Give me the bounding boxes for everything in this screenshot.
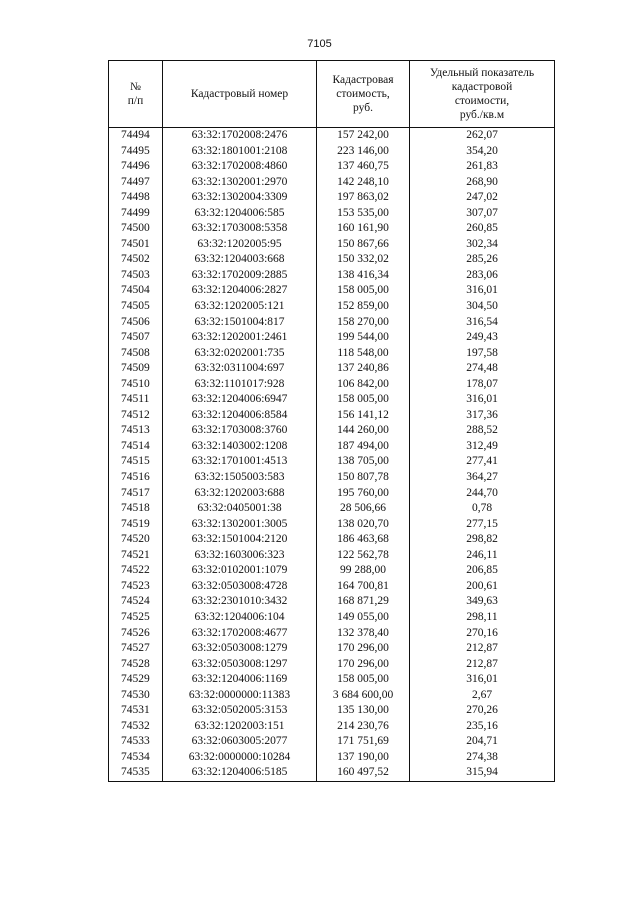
table-row: [109, 501, 555, 517]
cell-num: 74530: [109, 688, 163, 704]
cell-num: 74505: [109, 299, 163, 315]
cell-num: 74520: [109, 532, 163, 548]
table-row: [109, 392, 555, 408]
cell-specific-value: 206,85: [410, 563, 555, 579]
cell-num: 74502: [109, 252, 163, 268]
cell-num: 74506: [109, 315, 163, 331]
cell-num: 74504: [109, 283, 163, 299]
cell-cadastral-number: 63:32:1204006:104: [163, 610, 317, 626]
cell-cadastral-value: 144 260,00: [317, 423, 410, 439]
table-row: [109, 283, 555, 299]
cell-cadastral-value: 158 270,00: [317, 315, 410, 331]
cell-num: 74501: [109, 237, 163, 253]
cell-num: 74496: [109, 159, 163, 175]
cell-cadastral-number: 63:32:1204006:2827: [163, 283, 317, 299]
cell-cadastral-value: 170 296,00: [317, 657, 410, 673]
cell-cadastral-number: 63:32:0503008:1297: [163, 657, 317, 673]
cell-num: 74509: [109, 361, 163, 377]
cell-specific-value: 354,20: [410, 144, 555, 160]
table-row: [109, 377, 555, 393]
table-row: [109, 454, 555, 470]
cell-cadastral-value: 153 535,00: [317, 206, 410, 222]
cell-num: 74510: [109, 377, 163, 393]
header-cadastral-number: Кадастровый номер: [163, 61, 317, 128]
cell-specific-value: 244,70: [410, 486, 555, 502]
header-cadastral-value: Кадастровая стоимость, руб.: [317, 61, 410, 128]
cell-cadastral-number: 63:32:2301010:3432: [163, 594, 317, 610]
table-row: [109, 626, 555, 642]
cell-num: 74522: [109, 563, 163, 579]
cell-cadastral-value: 186 463,68: [317, 532, 410, 548]
table-row: [109, 315, 555, 331]
table-row: [109, 486, 555, 502]
cell-num: 74527: [109, 641, 163, 657]
cell-specific-value: 268,90: [410, 175, 555, 191]
cell-specific-value: 316,01: [410, 283, 555, 299]
cell-cadastral-number: 63:32:0503008:1279: [163, 641, 317, 657]
cell-cadastral-number: 63:32:1204006:585: [163, 206, 317, 222]
table-row: [109, 423, 555, 439]
cell-num: 74521: [109, 548, 163, 564]
cell-cadastral-value: 149 055,00: [317, 610, 410, 626]
cell-cadastral-value: 3 684 600,00: [317, 688, 410, 704]
cell-specific-value: 212,87: [410, 641, 555, 657]
cell-cadastral-number: 63:32:0102001:1079: [163, 563, 317, 579]
cell-num: 74499: [109, 206, 163, 222]
table-row: [109, 159, 555, 175]
cell-cadastral-number: 63:32:0503008:4728: [163, 579, 317, 595]
table-row: [109, 703, 555, 719]
cell-num: 74533: [109, 734, 163, 750]
cell-num: 74513: [109, 423, 163, 439]
cell-specific-value: 249,43: [410, 330, 555, 346]
cell-specific-value: 285,26: [410, 252, 555, 268]
cell-cadastral-value: 138 705,00: [317, 454, 410, 470]
table-row: [109, 563, 555, 579]
cell-cadastral-value: 223 146,00: [317, 144, 410, 160]
cell-cadastral-number: 63:32:1403002:1208: [163, 439, 317, 455]
cell-specific-value: 270,16: [410, 626, 555, 642]
cell-cadastral-value: 150 807,78: [317, 470, 410, 486]
cell-num: 74508: [109, 346, 163, 362]
cell-cadastral-value: 137 460,75: [317, 159, 410, 175]
header-num: № п/п: [109, 61, 163, 128]
cell-cadastral-value: 138 416,34: [317, 268, 410, 284]
cell-cadastral-number: 63:32:1701001:4513: [163, 454, 317, 470]
cell-specific-value: 298,82: [410, 532, 555, 548]
cell-specific-value: 316,54: [410, 315, 555, 331]
cell-cadastral-number: 63:32:1204006:1169: [163, 672, 317, 688]
cell-cadastral-value: 199 544,00: [317, 330, 410, 346]
table-row: [109, 252, 555, 268]
cell-cadastral-number: 63:32:1204006:8584: [163, 408, 317, 424]
cell-cadastral-number: 63:32:0603005:2077: [163, 734, 317, 750]
table-row: [109, 221, 555, 237]
cell-cadastral-value: 138 020,70: [317, 517, 410, 533]
cell-specific-value: 277,15: [410, 517, 555, 533]
cell-specific-value: 298,11: [410, 610, 555, 626]
cell-num: 74511: [109, 392, 163, 408]
table-body: [109, 128, 555, 782]
cell-num: 74526: [109, 626, 163, 642]
table-row: [109, 346, 555, 362]
cell-cadastral-number: 63:32:1204003:668: [163, 252, 317, 268]
cell-specific-value: 274,38: [410, 750, 555, 766]
cell-cadastral-value: 170 296,00: [317, 641, 410, 657]
cell-specific-value: 304,50: [410, 299, 555, 315]
cell-cadastral-number: 63:32:1204006:6947: [163, 392, 317, 408]
cell-specific-value: 307,07: [410, 206, 555, 222]
cell-specific-value: 316,01: [410, 392, 555, 408]
cell-specific-value: 312,49: [410, 439, 555, 455]
table-row: [109, 268, 555, 284]
cell-num: 74535: [109, 765, 163, 781]
table-row: [109, 548, 555, 564]
page-number: 7105: [307, 38, 332, 50]
cell-cadastral-value: 118 548,00: [317, 346, 410, 362]
table-row: [109, 299, 555, 315]
cell-cadastral-value: 160 497,52: [317, 765, 410, 781]
table-row: [109, 532, 555, 548]
cell-specific-value: 197,58: [410, 346, 555, 362]
cell-cadastral-number: 63:32:1302001:2970: [163, 175, 317, 191]
cell-specific-value: 200,61: [410, 579, 555, 595]
cell-specific-value: 262,07: [410, 128, 555, 144]
cell-cadastral-value: 99 288,00: [317, 563, 410, 579]
cell-specific-value: 270,26: [410, 703, 555, 719]
cell-cadastral-value: 197 863,02: [317, 190, 410, 206]
cell-num: 74524: [109, 594, 163, 610]
cell-num: 74532: [109, 719, 163, 735]
table-row: [109, 470, 555, 486]
cell-num: 74534: [109, 750, 163, 766]
cell-cadastral-number: 63:32:1501004:817: [163, 315, 317, 331]
cell-specific-value: 317,36: [410, 408, 555, 424]
table-row: [109, 175, 555, 191]
cell-cadastral-value: 168 871,29: [317, 594, 410, 610]
cell-specific-value: 364,27: [410, 470, 555, 486]
cell-cadastral-number: 63:32:1302001:3005: [163, 517, 317, 533]
cell-cadastral-value: 150 332,02: [317, 252, 410, 268]
cell-cadastral-value: 156 141,12: [317, 408, 410, 424]
cell-cadastral-number: 63:32:0311004:697: [163, 361, 317, 377]
table-row: [109, 128, 555, 144]
cell-cadastral-number: 63:32:0000000:10284: [163, 750, 317, 766]
cell-cadastral-value: 195 760,00: [317, 486, 410, 502]
table-row: [109, 361, 555, 377]
cell-specific-value: 302,34: [410, 237, 555, 253]
table-row: [109, 190, 555, 206]
cell-cadastral-number: 63:32:0502005:3153: [163, 703, 317, 719]
cell-num: 74516: [109, 470, 163, 486]
table-row: [109, 719, 555, 735]
table-row: [109, 657, 555, 673]
cadastral-table: [108, 60, 555, 782]
table-row: [109, 594, 555, 610]
table-row: [109, 517, 555, 533]
cell-num: 74494: [109, 128, 163, 144]
cell-cadastral-number: 63:32:1202005:95: [163, 237, 317, 253]
table-row: [109, 206, 555, 222]
cell-cadastral-number: 63:32:1702008:4860: [163, 159, 317, 175]
cell-cadastral-value: 158 005,00: [317, 672, 410, 688]
cell-num: 74507: [109, 330, 163, 346]
cell-cadastral-value: 214 230,76: [317, 719, 410, 735]
cell-specific-value: 349,63: [410, 594, 555, 610]
header-specific-value: Удельный показатель кадастровой стоимости, руб./кв.м: [410, 61, 555, 128]
cell-cadastral-number: 63:32:1603006:323: [163, 548, 317, 564]
table-row: [109, 688, 555, 704]
cell-num: 74519: [109, 517, 163, 533]
cell-cadastral-value: 135 130,00: [317, 703, 410, 719]
table-row: [109, 672, 555, 688]
cell-num: 74531: [109, 703, 163, 719]
cell-cadastral-number: 63:32:0000000:11383: [163, 688, 317, 704]
cell-cadastral-number: 63:32:1202003:688: [163, 486, 317, 502]
cell-specific-value: 274,48: [410, 361, 555, 377]
table-row: [109, 579, 555, 595]
cell-cadastral-value: 171 751,69: [317, 734, 410, 750]
cell-cadastral-number: 63:32:1703008:5358: [163, 221, 317, 237]
cell-cadastral-number: 63:32:1702008:2476: [163, 128, 317, 144]
cell-cadastral-value: 132 378,40: [317, 626, 410, 642]
cell-cadastral-number: 63:32:1202005:121: [163, 299, 317, 315]
cell-cadastral-value: 160 161,90: [317, 221, 410, 237]
cell-specific-value: 315,94: [410, 765, 555, 781]
cell-cadastral-number: 63:32:1505003:583: [163, 470, 317, 486]
cell-num: 74518: [109, 501, 163, 517]
cell-cadastral-number: 63:32:1101017:928: [163, 377, 317, 393]
cell-cadastral-value: 157 242,00: [317, 128, 410, 144]
cell-cadastral-value: 122 562,78: [317, 548, 410, 564]
cell-cadastral-value: 187 494,00: [317, 439, 410, 455]
cell-cadastral-value: 106 842,00: [317, 377, 410, 393]
table-row: [109, 641, 555, 657]
table-row: [109, 765, 555, 781]
cell-num: 74529: [109, 672, 163, 688]
cell-specific-value: 212,87: [410, 657, 555, 673]
cell-cadastral-number: 63:32:1302004:3309: [163, 190, 317, 206]
cell-cadastral-number: 63:32:1702008:4677: [163, 626, 317, 642]
cell-cadastral-number: 63:32:1703008:3760: [163, 423, 317, 439]
table-row: [109, 237, 555, 253]
cell-cadastral-value: 158 005,00: [317, 392, 410, 408]
cell-cadastral-value: 137 240,86: [317, 361, 410, 377]
cell-num: 74512: [109, 408, 163, 424]
cell-cadastral-number: 63:32:1202003:151: [163, 719, 317, 735]
cell-specific-value: 178,07: [410, 377, 555, 393]
cell-cadastral-value: 28 506,66: [317, 501, 410, 517]
cell-cadastral-value: 158 005,00: [317, 283, 410, 299]
cell-cadastral-value: 137 190,00: [317, 750, 410, 766]
table-row: [109, 610, 555, 626]
cell-cadastral-value: 164 700,81: [317, 579, 410, 595]
cell-cadastral-number: 63:32:0405001:38: [163, 501, 317, 517]
cell-specific-value: 261,83: [410, 159, 555, 175]
cell-specific-value: 0,78: [410, 501, 555, 517]
cell-specific-value: 247,02: [410, 190, 555, 206]
cell-specific-value: 288,52: [410, 423, 555, 439]
table-row: [109, 439, 555, 455]
cell-num: 74528: [109, 657, 163, 673]
table-row: [109, 330, 555, 346]
table-row: [109, 734, 555, 750]
cell-num: 74503: [109, 268, 163, 284]
cell-specific-value: 246,11: [410, 548, 555, 564]
cell-specific-value: 235,16: [410, 719, 555, 735]
cell-num: 74497: [109, 175, 163, 191]
cell-cadastral-number: 63:32:1801001:2108: [163, 144, 317, 160]
cell-cadastral-number: 63:32:0202001:735: [163, 346, 317, 362]
cell-num: 74498: [109, 190, 163, 206]
table-row: [109, 408, 555, 424]
cell-cadastral-value: 152 859,00: [317, 299, 410, 315]
cell-num: 74500: [109, 221, 163, 237]
cell-specific-value: 2,67: [410, 688, 555, 704]
cell-specific-value: 283,06: [410, 268, 555, 284]
cell-num: 74517: [109, 486, 163, 502]
cell-cadastral-number: 63:32:1204006:5185: [163, 765, 317, 781]
cell-specific-value: 316,01: [410, 672, 555, 688]
cell-cadastral-value: 150 867,66: [317, 237, 410, 253]
cell-specific-value: 204,71: [410, 734, 555, 750]
table-row: [109, 750, 555, 766]
cell-cadastral-number: 63:32:1501004:2120: [163, 532, 317, 548]
cell-cadastral-number: 63:32:1202001:2461: [163, 330, 317, 346]
cell-cadastral-value: 142 248,10: [317, 175, 410, 191]
cell-specific-value: 277,41: [410, 454, 555, 470]
cell-num: 74514: [109, 439, 163, 455]
cell-num: 74523: [109, 579, 163, 595]
table-header: [109, 61, 555, 128]
cell-cadastral-number: 63:32:1702009:2885: [163, 268, 317, 284]
cell-specific-value: 260,85: [410, 221, 555, 237]
cell-num: 74495: [109, 144, 163, 160]
cell-num: 74525: [109, 610, 163, 626]
table-row: [109, 144, 555, 160]
cell-num: 74515: [109, 454, 163, 470]
